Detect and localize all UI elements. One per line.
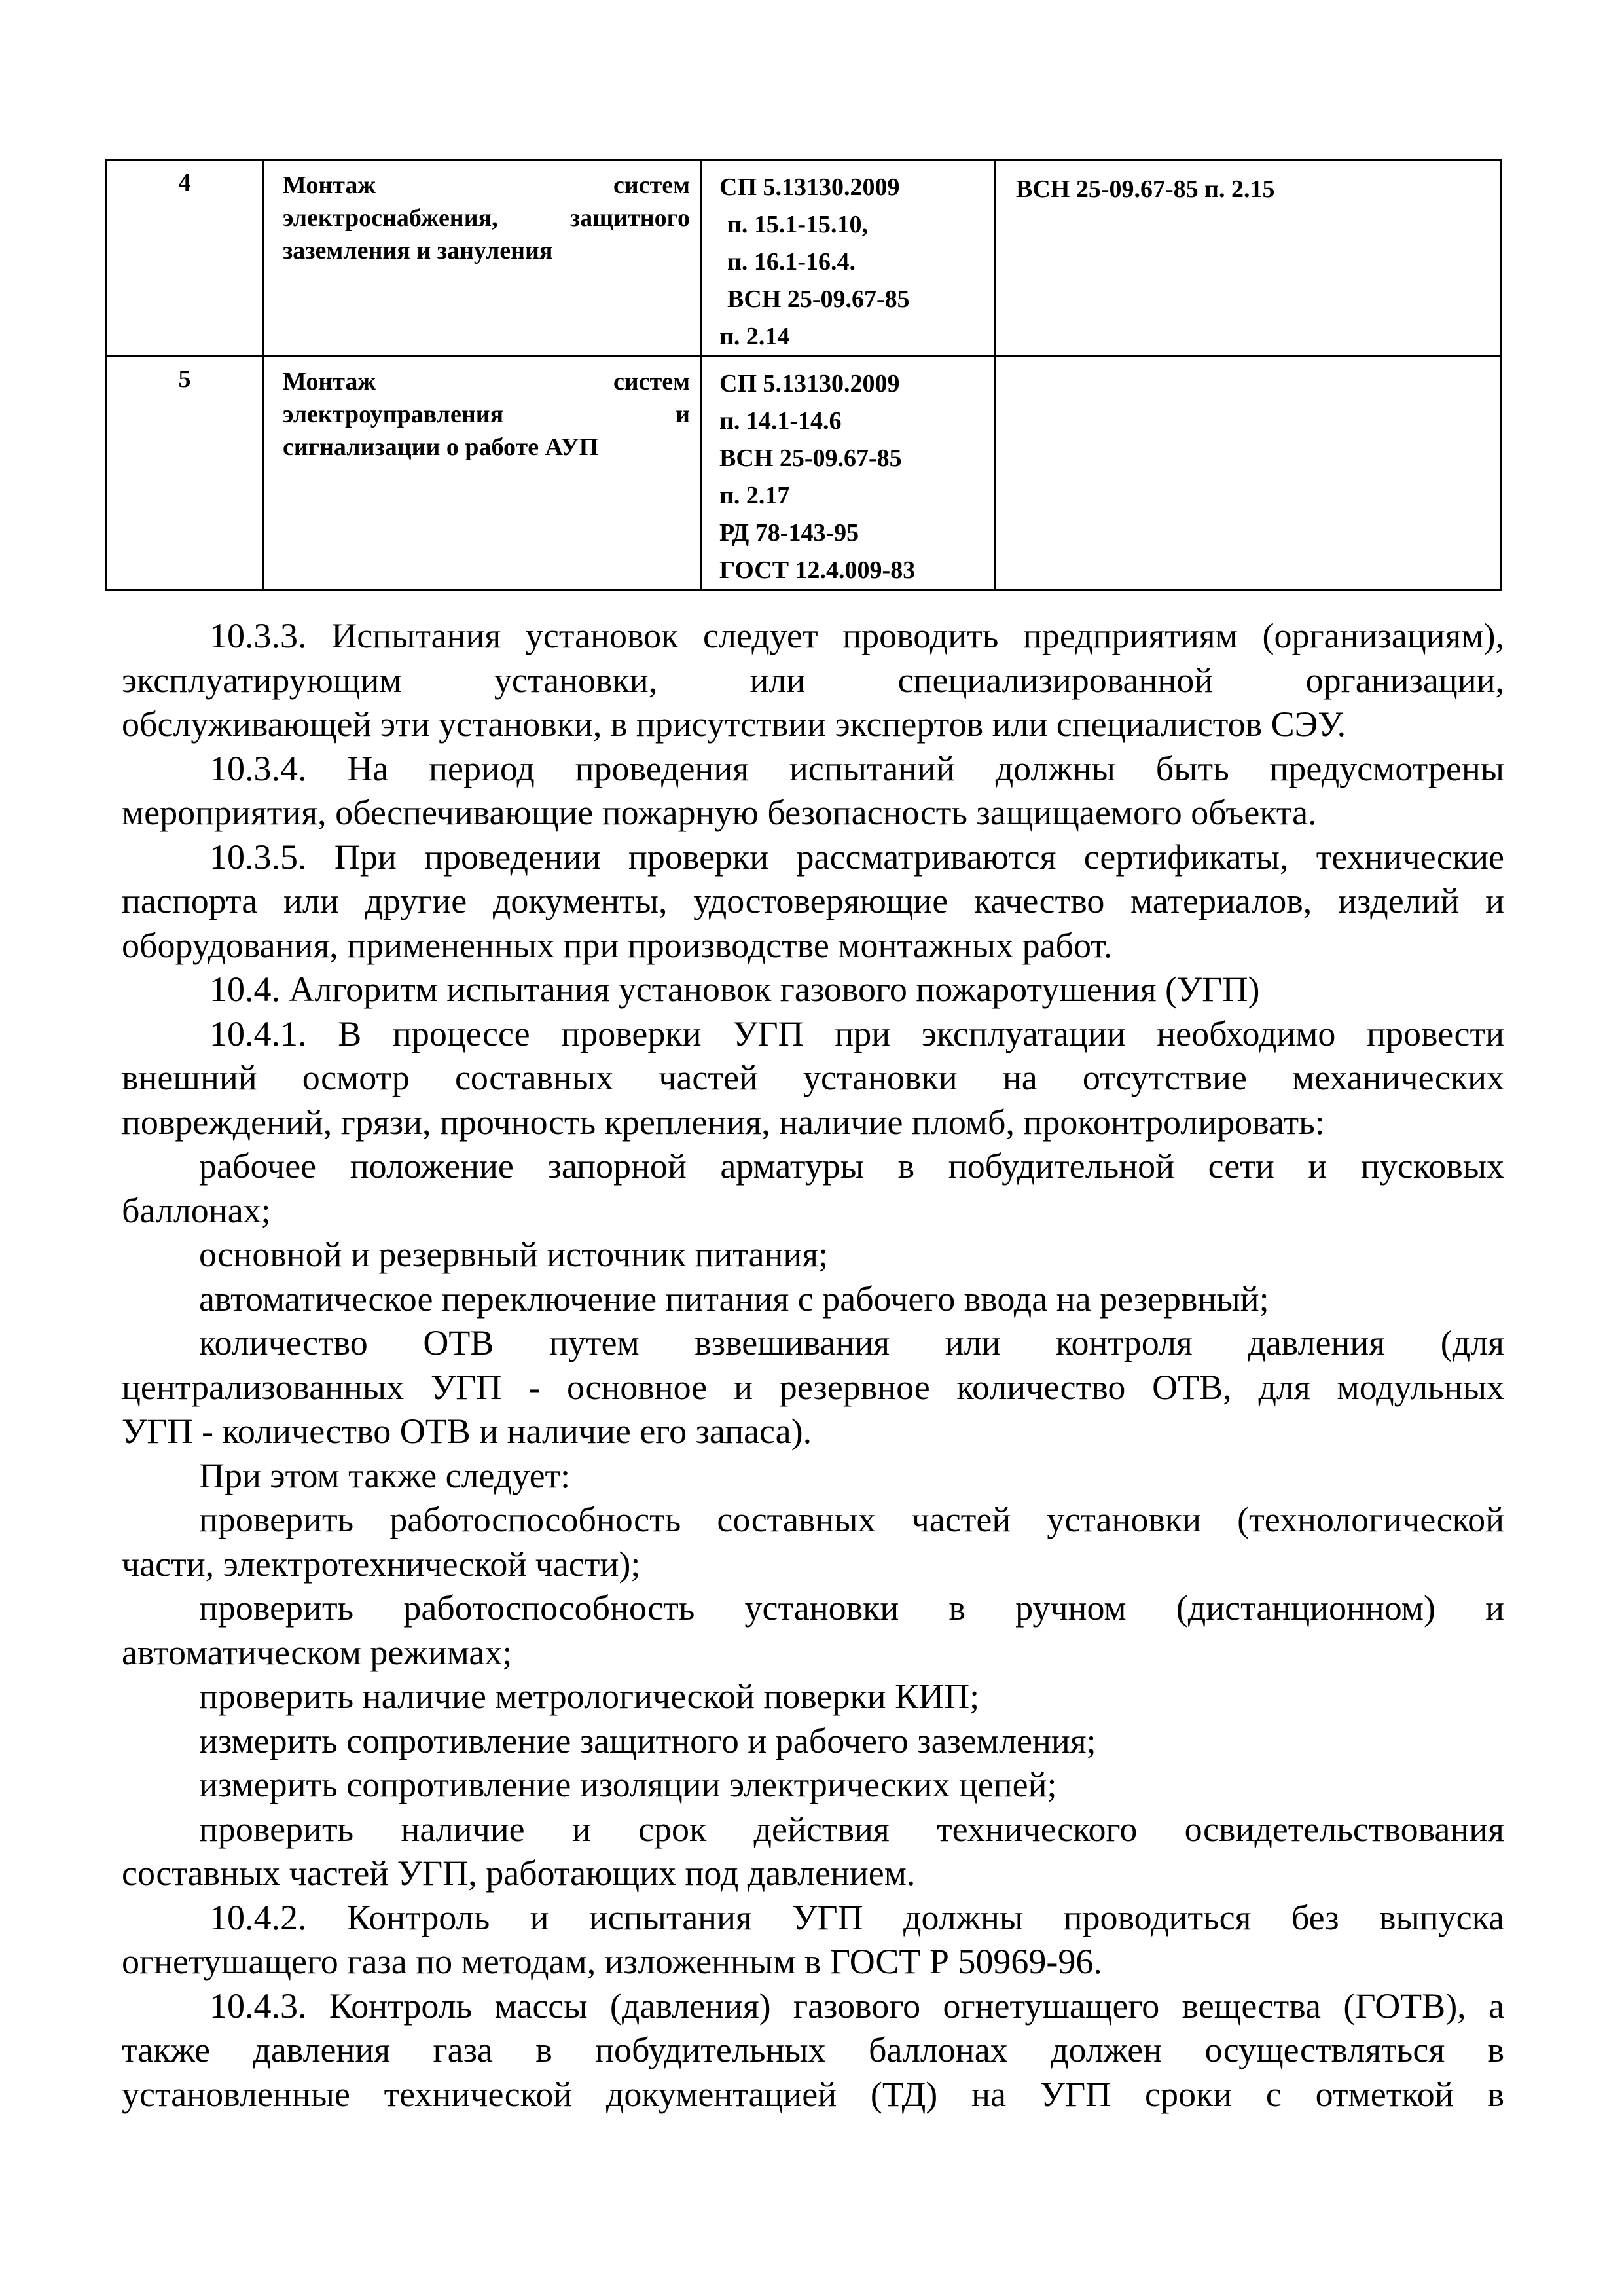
text-line: обслуживающей эти установки, в присутствии экспертов или специалистов СЭУ. <box>122 704 1346 744</box>
doc-line: СП 5.13130.2009 <box>719 370 900 397</box>
doc-line: СП 5.13130.2009 <box>719 173 900 201</box>
normative-documents <box>702 357 996 591</box>
text-line: баллонах; <box>122 1190 271 1230</box>
text-line: 10.3.5. При проведении проверки рассматриваются сертификаты, технические <box>209 837 1504 877</box>
work-line: Монтаж систем <box>283 368 690 395</box>
text-line: установленные технической документацией (ТД) на УГП сроки с отметкой в <box>122 2074 1504 2114</box>
body-text <box>122 614 1504 2117</box>
text-line: основной и резервный источник питания; <box>199 1235 829 1274</box>
doc-line: ВСН 25-09.67-85 <box>727 285 910 313</box>
text-line: 10.4.3. Контроль массы (давления) газового огнетушащего вещества (ГОТВ), а <box>209 1986 1504 2026</box>
text-line: 10.4.1. В процессе проверки УГП при эксплуатации необходимо провести <box>209 1013 1504 1053</box>
doc-line: п. 14.1-14.6 <box>719 407 842 435</box>
work-line: электроснабжения, защитного <box>283 204 690 232</box>
reference <box>996 357 1502 591</box>
text-line: проверить работоспособность установки в ручном (дистанционном) и <box>199 1588 1504 1628</box>
reference-text <box>996 357 1500 369</box>
text-line: оборудования, примененных при производстве монтажных работ. <box>122 925 1113 965</box>
text-line: 10.4.2. Контроль и испытания УГП должны проводиться без выпуска <box>209 1897 1504 1937</box>
text-line: автоматическое переключение питания с рабочего ввода на резервный; <box>199 1279 1269 1319</box>
text-line: автоматическом режимах; <box>122 1632 513 1672</box>
text-line: 10.3.3. Испытания установок следует проводить предприятиям (организациям), <box>209 616 1504 655</box>
table-row <box>106 160 1502 357</box>
table-row <box>106 357 1502 591</box>
work-description <box>264 357 702 591</box>
row-number: 5 <box>106 357 264 591</box>
text-line: части, электротехнической части); <box>122 1544 641 1584</box>
text-line: централизованных УГП - основное и резервное количество ОТВ, для модульных <box>122 1367 1504 1407</box>
text-line: проверить наличие метрологической поверки КИП; <box>199 1677 980 1716</box>
work-line: электроуправления и <box>283 401 690 428</box>
text-line: внешний осмотр составных частей установки на отсутствие механических <box>122 1058 1504 1097</box>
row-number: 4 <box>106 160 264 357</box>
text-line: огнетушащего газа по методам, изложенным в ГОСТ Р 50969-96. <box>122 1942 1102 1981</box>
normative-documents <box>702 160 996 357</box>
text-line: повреждений, грязи, прочность крепления, наличие пломб, проконтролировать: <box>122 1102 1325 1142</box>
text-line: 10.3.4. На период проведения испытаний должны быть предусмотрены <box>209 748 1504 788</box>
text-line: составных частей УГП, работающих под давлением. <box>122 1853 916 1893</box>
doc-line: п. 16.1-16.4. <box>727 248 856 276</box>
doc-line: ГОСТ 12.4.009-83 <box>719 556 916 584</box>
text-line: паспорта или другие документы, удостоверяющие качество материалов, изделий и <box>122 881 1504 920</box>
doc-line: п. 2.17 <box>719 482 790 509</box>
work-description <box>264 160 702 357</box>
doc-line: ВСН 25-09.67-85 <box>719 445 902 472</box>
work-line: Монтаж систем <box>283 172 690 199</box>
work-line: сигнализации о работе АУП <box>283 433 599 461</box>
text-line: эксплуатирующим установки, или специализированной организации, <box>122 660 1504 700</box>
reference-text: ВСН 25-09.67-85 п. 2.15 <box>1016 175 1275 203</box>
reference <box>996 160 1502 357</box>
text-line: измерить сопротивление защитного и рабочего заземления; <box>199 1721 1096 1760</box>
text-line: проверить работоспособность составных частей установки (технологической <box>199 1500 1504 1539</box>
norms-table <box>105 159 1502 591</box>
text-line: количество ОТВ путем взвешивания или контроля давления (для <box>199 1323 1504 1362</box>
text-line: 10.4. Алгоритм испытания установок газового пожаротушения (УГП) <box>209 970 1260 1009</box>
text-line: рабочее положение запорной арматуры в побудительной сети и пусковых <box>199 1146 1504 1186</box>
text-line: проверить наличие и срок действия технического освидетельствования <box>199 1809 1504 1849</box>
text-line: измерить сопротивление изоляции электрических цепей; <box>199 1765 1057 1804</box>
text-line: При этом также следует: <box>199 1455 571 1495</box>
doc-line: п. 2.14 <box>719 323 790 350</box>
doc-line: РД 78-143-95 <box>719 519 859 547</box>
text-line: мероприятия, обеспечивающие пожарную безопасность защищаемого объекта. <box>122 793 1317 832</box>
text-line: также давления газа в побудительных баллонах должен осуществляться в <box>122 2030 1504 2069</box>
doc-line: п. 15.1-15.10, <box>727 211 869 238</box>
text-line: УГП - количество ОТВ и наличие его запаса). <box>122 1412 812 1451</box>
work-line: заземления и зануления <box>283 237 553 264</box>
